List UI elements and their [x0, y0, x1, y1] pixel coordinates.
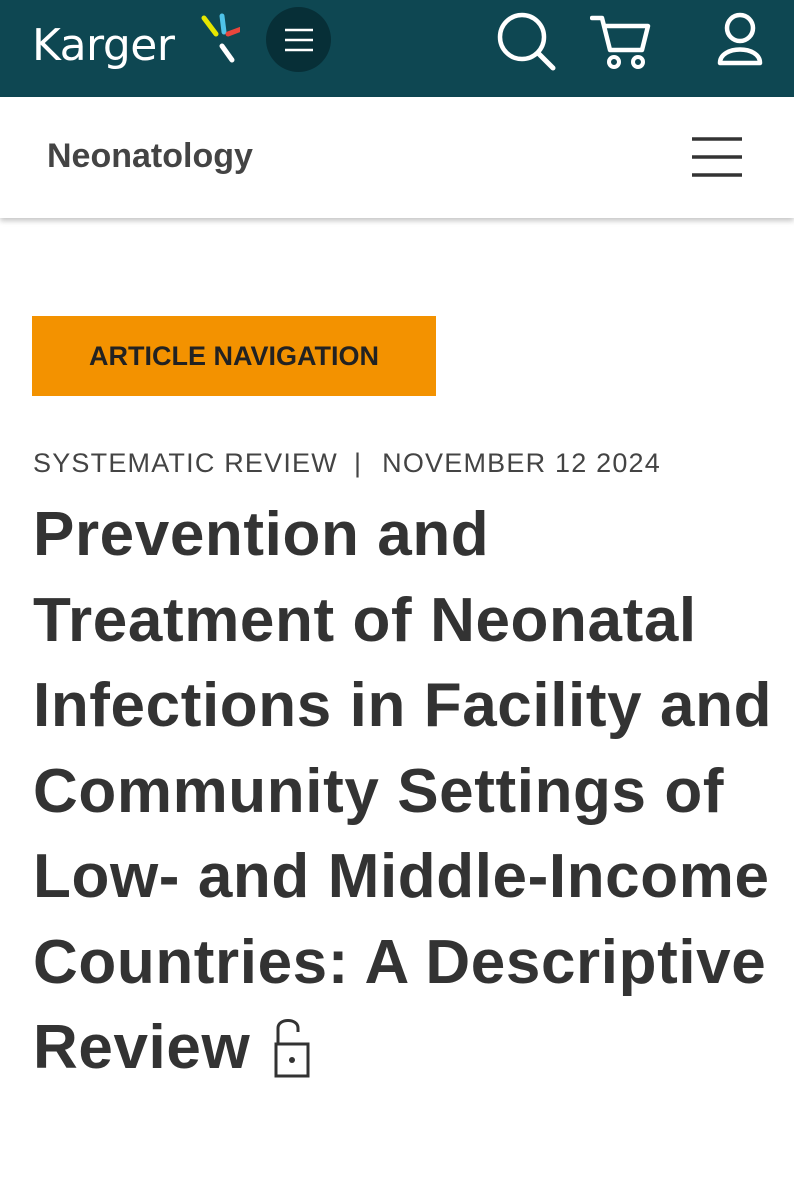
cart-button[interactable]: [590, 10, 654, 74]
search-button[interactable]: [494, 10, 558, 74]
article-title: Prevention and Treatment of Neonatal Infections in Facility and Community Settings of Low- and Middle-Income Countries: A Descriptive Review: [33, 500, 773, 1082]
karger-logo[interactable]: [32, 16, 242, 76]
hamburger-icon: [284, 27, 314, 53]
meta-separator: |: [353, 448, 363, 478]
article-type: SYSTEMATIC REVIEW: [33, 448, 338, 478]
logo-text: Karger: [32, 20, 175, 71]
site-header: [0, 0, 794, 97]
open-lock-icon: [272, 1014, 312, 1078]
search-icon: [494, 10, 558, 74]
logo-mark-icon: [168, 8, 240, 68]
account-button[interactable]: [708, 10, 772, 74]
hamburger-icon: [690, 135, 744, 181]
journal-title[interactable]: Neonatology: [47, 137, 253, 175]
user-icon: [708, 10, 772, 74]
main-menu-button[interactable]: [266, 7, 331, 72]
publication-date: NOVEMBER 12 2024: [382, 448, 661, 478]
article-title-heading: [33, 492, 773, 1091]
journal-menu-button[interactable]: [690, 135, 744, 181]
article-meta: [33, 448, 661, 479]
cart-icon: [590, 10, 654, 74]
journal-bar: [0, 97, 794, 218]
article-navigation-button[interactable]: ARTICLE NAVIGATION: [32, 316, 436, 396]
